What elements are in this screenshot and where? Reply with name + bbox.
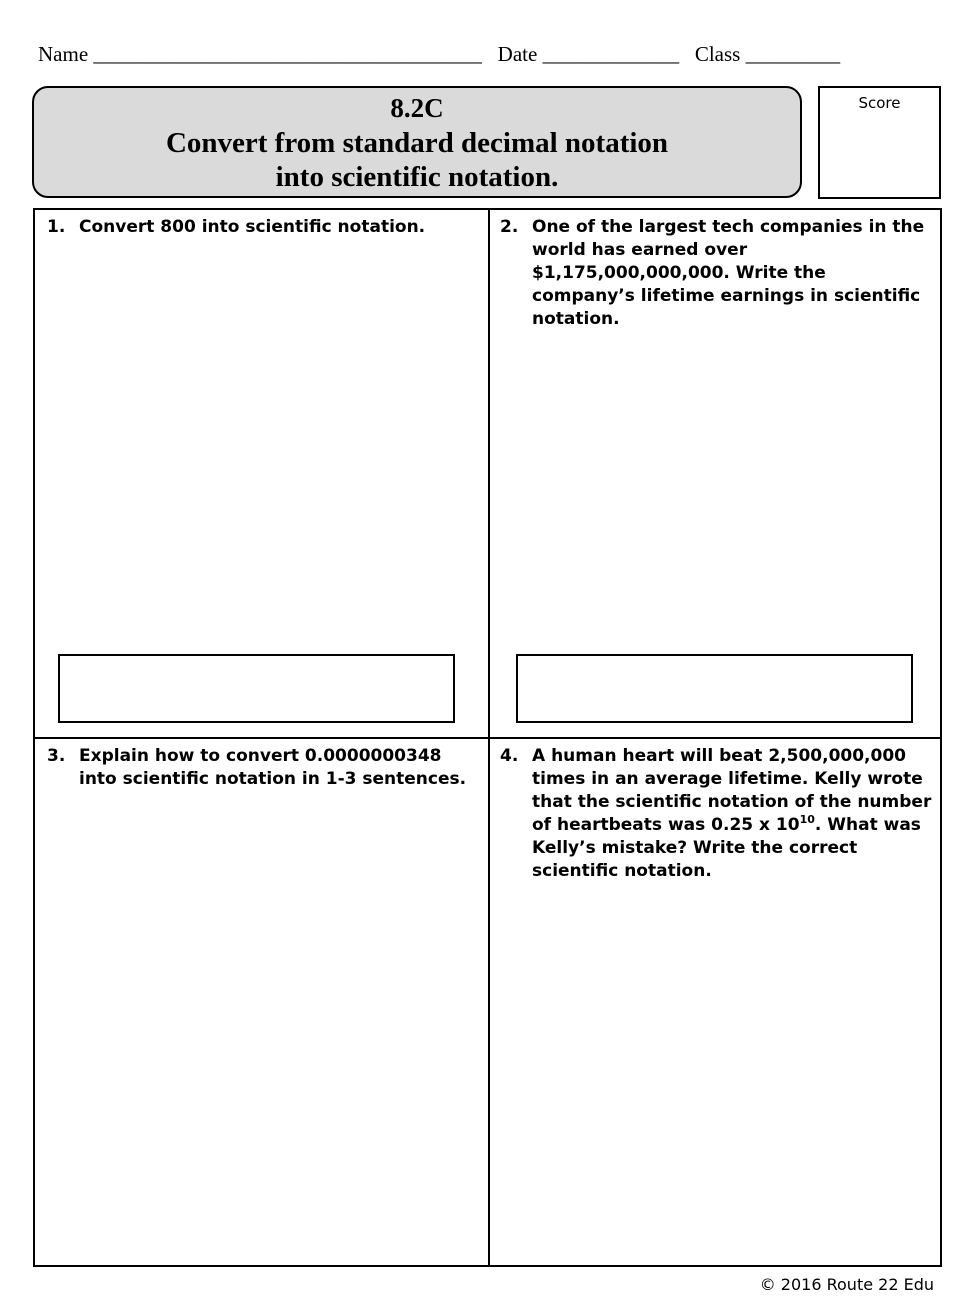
question-number: 2. — [500, 217, 519, 237]
question-grid — [33, 208, 942, 1267]
title-banner — [32, 86, 802, 198]
date-label: Date — [497, 42, 538, 66]
question-4 — [500, 745, 932, 883]
question-text: Convert 800 into scientific notation. — [79, 217, 426, 237]
title-line-2: into scientific notation. — [275, 161, 559, 193]
name-field[interactable]: _____________________________________ — [93, 42, 482, 66]
question-2 — [500, 216, 932, 331]
class-label: Class — [694, 42, 741, 66]
question-text-part: A human heart will beat 2,500,000,000 times in an average lifetime. Kelly wrote that the scientific notation of the number of heartbeats was 0.25 x 10 — [532, 746, 932, 835]
question-number: 1. — [47, 217, 66, 237]
score-label: Score — [858, 94, 901, 112]
answer-box-2[interactable] — [516, 654, 913, 723]
student-info-line — [38, 42, 840, 67]
question-text: Explain how to convert 0.0000000348 into scientific notation in 1-3 sentences. — [79, 746, 467, 789]
exponent: 10 — [799, 813, 815, 826]
question-text: One of the largest tech companies in the world has earned over $1,175,000,000,000. Write the company’s lifetime earnings in scientific notation. — [532, 217, 925, 329]
name-label: Name — [38, 42, 89, 66]
question-1 — [47, 216, 467, 239]
question-3 — [47, 745, 467, 791]
question-text — [532, 745, 932, 883]
question-text-part: . What was Kelly’s mistake? Write the correct scientific notation. — [532, 815, 921, 881]
answer-box-1[interactable] — [58, 654, 455, 723]
standard-code: 8.2C — [390, 93, 444, 123]
title-line-1: Convert from standard decimal notation — [165, 127, 669, 159]
question-number: 4. — [500, 746, 519, 766]
copyright-footer: © 2016 Route 22 Edu — [759, 1275, 934, 1294]
date-field[interactable]: _____________ — [542, 42, 680, 66]
grid-horizontal-divider — [35, 737, 940, 739]
class-field[interactable]: _________ — [745, 42, 841, 66]
score-box[interactable] — [818, 86, 941, 199]
question-number: 3. — [47, 746, 66, 766]
